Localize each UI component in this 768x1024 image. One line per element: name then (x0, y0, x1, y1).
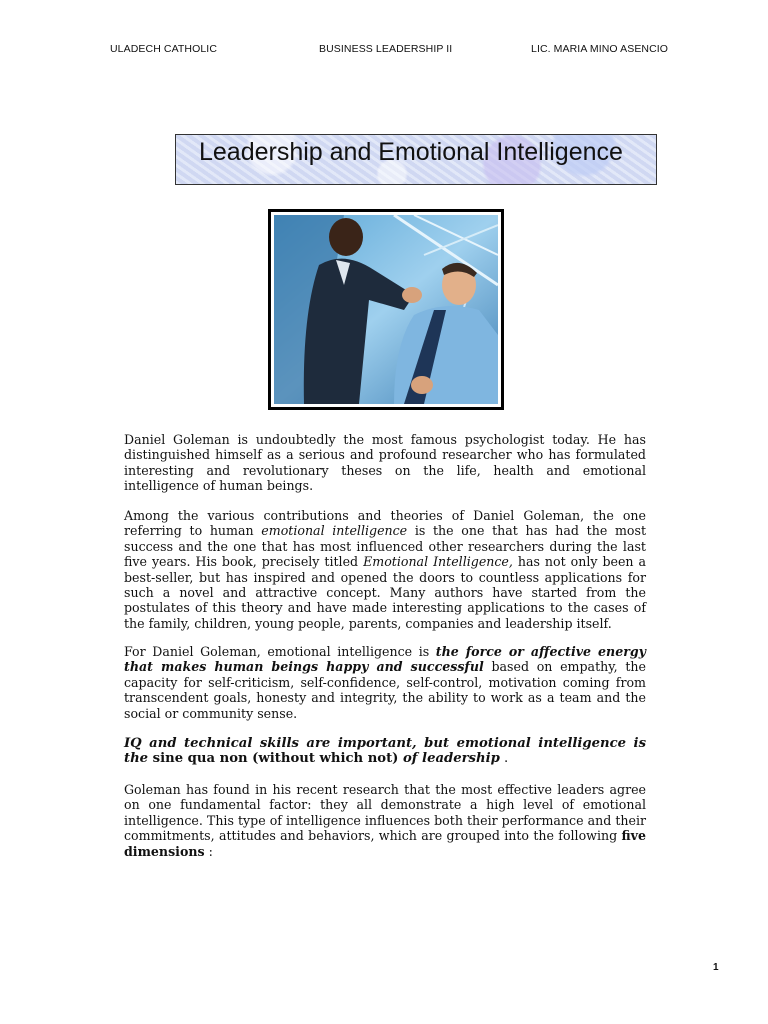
paragraph-5-part-c: : (204, 843, 213, 859)
header-left: ULADECH CATHOLIC (110, 43, 218, 55)
paragraph-2-part-c: is the one that has had the most success and the one that has most influenced other researchers during the last five years. His book, precisely titled (124, 523, 646, 570)
header-center: BUSINESS LEADERSHIP II (319, 43, 453, 55)
paragraph-3 (124, 644, 646, 721)
title-box (175, 134, 657, 185)
page-title: Leadership and Emotional Intelligence (199, 138, 623, 166)
paragraph-5-part-a: Goleman has found in his recent research that the most effective leaders agree on one fundamental factor: they all demonstrate a high level of emotional intelligence. This type of intelligence influences both their performance and their commitments, attitudes and behaviors, which are grouped into the following (124, 782, 646, 844)
paragraph-2 (124, 508, 646, 631)
paragraph-2-italic-term: emotional intelligence (261, 523, 408, 539)
photo-frame (268, 209, 504, 410)
paragraph-3-part-a: For Daniel Goleman, emotional intelligence is (124, 644, 436, 659)
paragraph-2-part-a: Among the various contributions and theories of Daniel Goleman, the one referring to human (124, 508, 646, 539)
paragraph-4-period: . (499, 751, 509, 767)
paragraph-1 (124, 432, 646, 494)
paragraph-1-text: Daniel Goleman is undoubtedly the most famous psychologist today. He has distinguished himself as a serious and profound researcher who has formulated interesting and revolutionary theses on the life, health and emotional intelligence of human beings. (124, 432, 646, 494)
paragraph-4-latin: sine qua non (without which not) (152, 751, 399, 767)
paragraph-3-emphasis: the force or affective energy that makes human beings happy and successful (124, 644, 646, 675)
paragraph-4-part-c: of leadership (398, 751, 500, 767)
paragraph-3-part-c: based on empathy, the capacity for self-criticism, self-confidence, self-control, motivation coming from transcendent goals, honesty and integrity, the ability to work as a team and the social or community sense. (124, 659, 646, 721)
header-right: LIC. MARIA MINO ASENCIO (531, 43, 669, 55)
paragraph-4-part-a: IQ and technical skills are important, but emotional intelligence is the (124, 736, 646, 767)
paragraph-4-callout (124, 736, 646, 767)
paragraph-5-five-dimensions: five dimensions (124, 828, 646, 859)
paragraph-2-book-title: Emotional Intelligence, (363, 554, 513, 570)
paragraph-2-part-e: has not only been a best-seller, but has inspired and opened the doors to countless applications for such a novel and attractive concept. Many authors have started from the postulates of this theory and have made interesting applications to the cases of the family, children, young people, parents, companies and leadership itself. (124, 554, 647, 631)
businessmen-photo-illustration (274, 215, 498, 404)
page-number: 1 (713, 962, 719, 973)
paragraph-5 (124, 782, 646, 859)
